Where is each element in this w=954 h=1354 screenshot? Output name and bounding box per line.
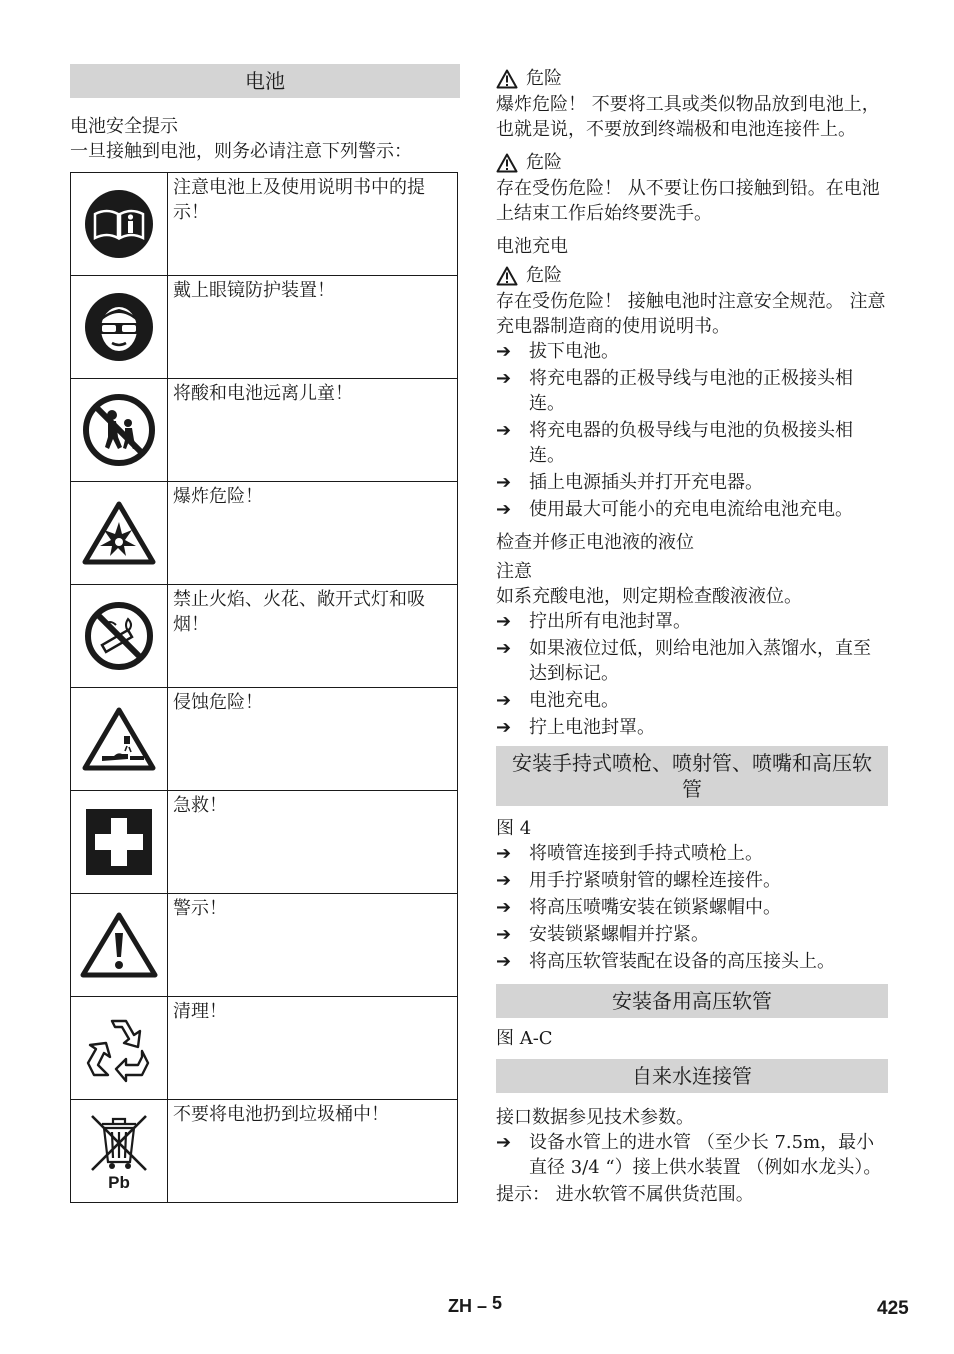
list-item: ➔ 使用最大可能小的充电电流给电池充电。 xyxy=(496,499,853,520)
safety-signs-table xyxy=(70,172,458,1203)
sign-text: 不要将电池扔到垃圾桶中！ xyxy=(168,1100,458,1203)
section-title-battery: 电池 xyxy=(70,64,460,98)
list-item: ➔ 拔下电池。 xyxy=(496,341,619,362)
arrow-right-icon: ➔ xyxy=(496,472,512,493)
arrow-right-icon: ➔ xyxy=(496,1132,512,1153)
section-title-water-connection: 自来水连接管 xyxy=(496,1059,888,1093)
sign-text: 清理！ xyxy=(168,997,458,1100)
recycle-icon xyxy=(82,1013,156,1083)
charging-title: 电池充电 xyxy=(496,236,568,257)
danger-heading xyxy=(496,150,888,176)
list-item: ➔ 如果液位过低，则给电池加入蒸馏水，直至达到标记。 xyxy=(496,638,871,684)
arrow-right-icon: ➔ xyxy=(496,951,512,972)
general-warning-icon xyxy=(80,911,158,979)
water-steps-list xyxy=(496,1130,888,1180)
charging-steps-list xyxy=(496,339,888,522)
manual-book-icon xyxy=(83,188,155,260)
footer-dash: – xyxy=(477,1296,488,1316)
table-row xyxy=(71,276,458,379)
list-item: ➔ 将喷管连接到手持式喷枪上。 xyxy=(496,843,763,864)
list-item: ➔ 将充电器的负极导线与电池的负极接头相连。 xyxy=(496,420,853,466)
safety-goggles-icon xyxy=(83,291,155,363)
section-title-install: 安装手持式喷枪、喷射管、喷嘴和高压软管 xyxy=(496,746,888,806)
arrow-right-icon: ➔ xyxy=(496,638,512,659)
table-row xyxy=(71,585,458,688)
list-item: ➔ 将高压软管装配在设备的高压接头上。 xyxy=(496,951,835,972)
danger-heading xyxy=(496,66,888,92)
danger-label: 危险 xyxy=(526,265,562,286)
arrow-right-icon: ➔ xyxy=(496,717,512,738)
arrow-right-icon: ➔ xyxy=(496,870,512,891)
arrow-right-icon: ➔ xyxy=(496,924,512,945)
arrow-right-icon: ➔ xyxy=(496,843,512,864)
crossed-bin-pb-icon xyxy=(86,1110,152,1192)
list-item: ➔ 拧上电池封罩。 xyxy=(496,717,655,738)
warning-triangle-icon xyxy=(496,266,518,286)
arrow-right-icon: ➔ xyxy=(496,368,512,389)
sign-text: 将酸和电池远离儿童！ xyxy=(168,379,458,482)
sign-text: 爆炸危险！ xyxy=(168,482,458,585)
danger-text-lead: 存在受伤危险！ 从不要让伤口接触到铅。在电池上结束工作后始终要洗手。 xyxy=(496,178,880,224)
sign-text: 急救！ xyxy=(168,791,458,894)
table-row xyxy=(71,997,458,1100)
warning-triangle-icon xyxy=(496,153,518,173)
right-column xyxy=(496,62,888,1207)
sign-text: 侵蚀危险！ xyxy=(168,688,458,791)
corrosive-warning-icon xyxy=(82,706,156,772)
table-row xyxy=(71,791,458,894)
battery-safety-intro: 一旦接触到电池，则务必请注意下列警示： xyxy=(70,141,412,162)
table-row xyxy=(71,379,458,482)
first-aid-icon xyxy=(84,807,154,877)
list-item: ➔ 将高压喷嘴安装在锁紧螺帽中。 xyxy=(496,897,781,918)
list-item: ➔ 插上电源插头并打开充电器。 xyxy=(496,472,763,493)
table-row xyxy=(71,173,458,276)
list-item: ➔ 用手拧紧喷射管的螺栓连接件。 xyxy=(496,870,781,891)
water-intro: 接口数据参见技术参数。 xyxy=(496,1107,694,1128)
check-title: 检查并修正电池液的液位 xyxy=(496,532,694,553)
footer-section-code xyxy=(448,1293,503,1317)
arrow-right-icon: ➔ xyxy=(496,499,512,520)
table-row xyxy=(71,1100,458,1203)
spare-figure-ref: 图 A-C xyxy=(496,1028,553,1049)
water-hint: 提示： 进水软管不属供货范围。 xyxy=(496,1184,754,1205)
section-title-spare-hose: 安装备用高压软管 xyxy=(496,984,888,1018)
arrow-right-icon: ➔ xyxy=(496,420,512,441)
danger-text-explosion: 爆炸危险！ 不要将工具或类似物品放到电池上，也就是说，不要放到终端极和电池连接件上。 xyxy=(496,94,880,140)
table-row xyxy=(71,482,458,585)
arrow-right-icon: ➔ xyxy=(496,690,512,711)
page-number: 425 xyxy=(877,1298,909,1319)
list-item: ➔ 电池充电。 xyxy=(496,690,619,711)
no-fire-smoking-icon xyxy=(84,601,154,671)
sign-text: 警示！ xyxy=(168,894,458,997)
install-figure-ref: 图 4 xyxy=(496,818,532,839)
battery-safety-subtitle: 电池安全提示 xyxy=(70,116,178,137)
warning-triangle-icon xyxy=(496,69,518,89)
table-row xyxy=(71,688,458,791)
sign-text: 禁止火焰、火花、敞开式灯和吸烟！ xyxy=(168,585,458,688)
check-steps-list xyxy=(496,609,888,740)
sign-text: 注意电池上及使用说明书中的提示！ xyxy=(168,173,458,276)
note-text: 如系充酸电池，则定期检查酸液液位。 xyxy=(496,586,802,607)
left-column xyxy=(70,64,460,1203)
footer-lang: ZH xyxy=(448,1296,472,1316)
install-steps-list xyxy=(496,841,888,974)
note-label: 注意 xyxy=(496,561,532,582)
arrow-right-icon: ➔ xyxy=(496,341,512,362)
table-row xyxy=(71,894,458,997)
footer-section-page: 5 xyxy=(492,1293,503,1313)
danger-text-charging: 存在受伤危险！ 接触电池时注意安全规范。 注意充电器制造商的使用说明书。 xyxy=(496,291,886,337)
list-item: ➔ 将充电器的正极导线与电池的正极接头相连。 xyxy=(496,368,853,414)
danger-heading xyxy=(496,263,888,289)
arrow-right-icon: ➔ xyxy=(496,897,512,918)
danger-label: 危险 xyxy=(526,68,562,89)
pb-label: Pb xyxy=(108,1173,130,1192)
sign-text: 戴上眼镜防护装置！ xyxy=(168,276,458,379)
keep-away-children-icon xyxy=(82,393,156,467)
danger-label: 危险 xyxy=(526,152,562,173)
explosion-warning-icon xyxy=(82,500,156,566)
list-item: ➔ 安装锁紧螺帽并拧紧。 xyxy=(496,924,709,945)
list-item: ➔ 拧出所有电池封罩。 xyxy=(496,611,691,632)
list-item: ➔ 设备水管上的进水管 （至少长 7.5m，最小直径 3/4 “）接上供水装置 （例如水龙头）。 xyxy=(496,1132,882,1178)
arrow-right-icon: ➔ xyxy=(496,611,512,632)
